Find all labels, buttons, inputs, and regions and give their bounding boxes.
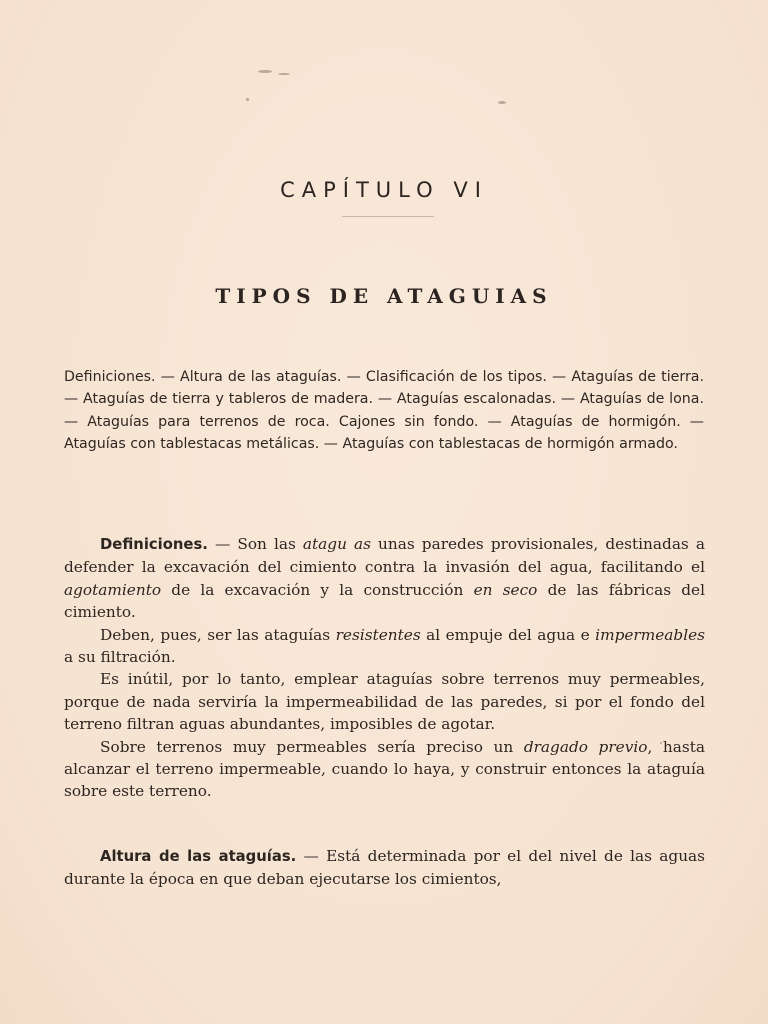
chapter-label: CAPÍTULO VI (280, 178, 488, 202)
text-run: Deben, pues, ser las ataguías (100, 625, 336, 644)
text-run: de las fábricas del cimiento. (64, 580, 705, 622)
italic-term: impermeables (595, 625, 705, 644)
italic-term: dragado previo (523, 737, 648, 756)
paragraph: Es inútil, por lo tanto, emplear ataguías sobre terrenos muy permeables, porque de nada serviría la impermeabilidad de las paredes, si por el fondo del terreno filtran aguas abundantes, imposibles de agotar. (64, 670, 705, 734)
section-definiciones (64, 533, 705, 803)
chapter-title: TIPOS DE ATAGUIAS (215, 284, 553, 308)
chapter-divider (342, 216, 434, 217)
paper-speck (498, 101, 506, 104)
text-run: Son las (237, 535, 303, 553)
italic-term: resistentes (335, 625, 421, 644)
paragraph (64, 533, 705, 624)
dash: — (296, 847, 327, 865)
text-run: Sobre terrenos muy permeables sería preciso un (100, 737, 524, 756)
section-altura (64, 845, 705, 891)
italic-term: agotamiento (64, 580, 162, 599)
text-run: , hasta alcanzar el terreno impermeable, cuando lo haya, y construir entonces la ataguía sobre este terreno. (64, 737, 705, 801)
text-run: a su filtración. (64, 648, 176, 667)
section-heading: Altura de las ataguías. (100, 848, 297, 865)
paragraph (64, 845, 705, 891)
paragraph (64, 736, 705, 803)
text-run: de la excavación y la construcción (161, 580, 474, 599)
italic-term: en seco (473, 580, 538, 599)
dash: — (207, 535, 238, 553)
paper-speck (258, 70, 272, 73)
paper-speck (246, 98, 249, 101)
paragraph (64, 624, 705, 669)
paper-speck (278, 73, 290, 75)
text-run: al empuje del agua e (420, 625, 596, 644)
section-heading: Definiciones. (100, 536, 208, 553)
text-run: Está determinada por el del nivel de las aguas durante la época en que deban ejecutarse los cimientos, (64, 847, 706, 889)
italic-term: atagu as (302, 535, 371, 553)
text-run: unas paredes provisionales, destinadas a defender la excavación del cimiento contra la invasión del agua, facilitando el (64, 535, 705, 577)
chapter-summary: Definiciones. — Altura de las ataguías. — Clasificación de los tipos. — Ataguías de tierra. — Ataguías de tierra y tableros de madera. — Ataguías escalonadas. — Ataguías de lona. — Ataguías para terrenos de roca. Cajones sin fondo. — Ataguías de hormigón. — Ataguías con tablestacas metálicas. — Ataguías con tablestacas de hormigón armado. (64, 369, 704, 453)
